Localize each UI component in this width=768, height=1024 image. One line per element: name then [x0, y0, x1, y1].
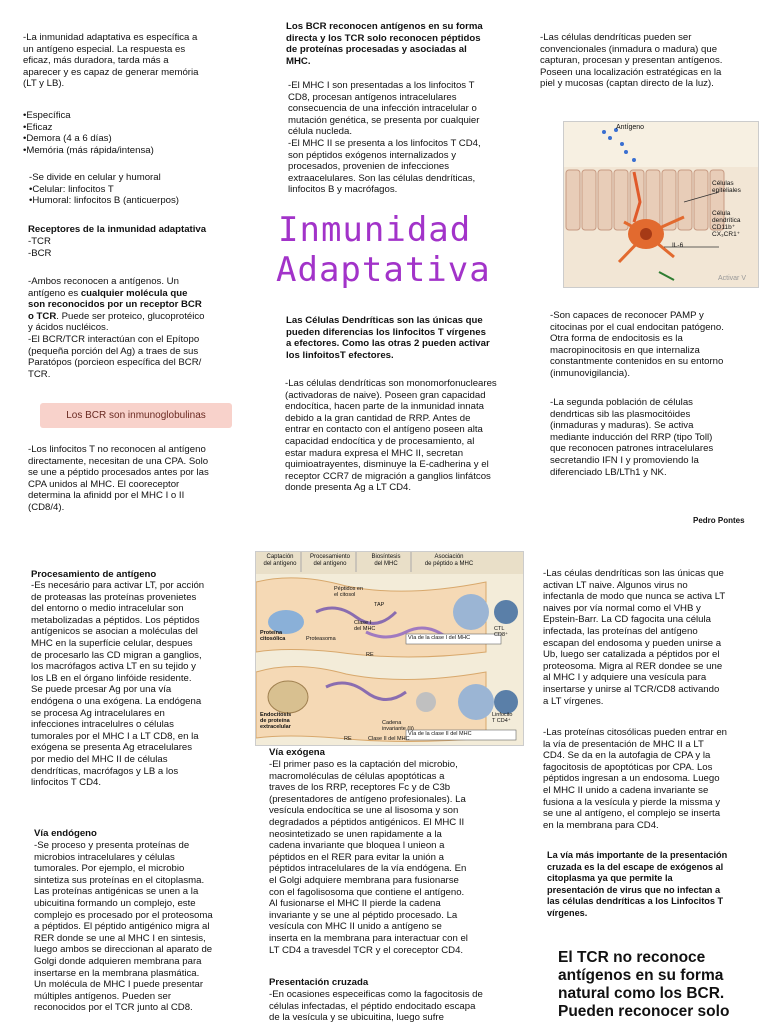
receptors-list: -TCR -BCR [28, 236, 52, 259]
fig-label-tap: TAP [374, 602, 385, 608]
division-list: -Se divide en celular y humoral •Celular: linfocitos T •Humoral: linfocitos B (anticuerpos) [29, 172, 179, 207]
bcr-tcr-intro: Los BCR reconocen antígenos en su forma directa y los TCR solo reconocen péptidos de proteínas procesadas y asociadas al MHC. [286, 21, 483, 67]
cross-presentation-importance: La vía más importante de la presentación cruzada es la del escape de exógenos al citoplasma ya que permite la presentación de virus que no infectan a las células dendríticas a los Linfocitos T vírgenes. [547, 850, 728, 918]
dc-types-text: -Las células dendríticas pueden ser convencionales (inmadura o madura) que capturan, procesan y presentan antígenos. Poseen una localización estratégicas en la piel y mucosas (captan directo de la luz). [540, 32, 723, 90]
exogenous-text: -El primer paso es la captación del microbio, macromoléculas de células apoptóticas a traves de los RRP, receptores Fc y de C3b (presentadores de antígeno profesionales). La vesícula endocítica se une al lisosoma y son degradados a péptidos antigénicos. El MHC II neosintetizado se unen rapidamente a la cadena invariante que bloquea l unieon a péptidos en el RER para evitar la unión a péptidos intracelulares de la vía endógena. En el Golgi adquiere membrana para fusionarse con el fagolisosoma que contiene el antígeno. Al fusionarse el MHC II pierde la cadena invariante y se une al péptido procesado. La vesícula con MHC II unido a antígeno se inserta en la membrana para interactuar con el LT CD4 a travesdel TCR y el coreceptor CD4. [269, 759, 468, 956]
fig-header-capture: Captación del antígeno [263, 554, 297, 567]
fig-label-mhc-class2: Clase II del MHC [368, 736, 410, 742]
processing-title: Procesamiento de antígeno [31, 569, 157, 580]
fig-label-class1-pathway: Vía de la clase I del MHC [408, 635, 471, 641]
page-title-line2: Adaptativa [276, 250, 491, 290]
naive-activation-text: -Las céulas dendríticas son las únicas que activan LT naive. Algunos virus no infectanla de modo que nunca se activa LT naives por vía normal como el VHB y Epstein-Barr. La CD fagocita una célula infectada, las proteínas del antígeno escapan del endosoma y pueden unirse a Ub, luego ser catalizada a péptidos por el proteosoma. Migra al RER dondee se une al MHC I y adquiere una vesícula para insertarse y unirse al TCR/CD8 activando a LT vírgenes. [543, 568, 726, 707]
dendritic-cell-figure [563, 121, 759, 288]
exogenous-title: Vía exógena [269, 747, 325, 758]
fig-label-re-bottom: RE [344, 736, 352, 742]
intro-text: -La inmunidad adaptativa es específica a un antígeno especial. La respuesta es eficaz, más duradora, tarda más a aparecer y es capaz de generar memória (LT y LB). [23, 32, 199, 90]
fig-label-ctl: CTL CD8⁺ [494, 626, 508, 638]
tcr-highlight: El TCR no reconoce antígenos en su forma natural como los BCR. Pueden reconocer solo [558, 949, 730, 1020]
plasmacytoid-text: -La segunda población de células dendrticas sib las plasmocitóides (inmaduras y maduras). Se activa mediante inducción del RRP (tipo Toll) que reconocen patrones intracelulares secretandio IFN I y promoviendo la diferenciado LB/LTh1 y NK. [550, 397, 714, 478]
fig-label-antigen: Antígeno [616, 124, 645, 131]
pamp-text: -Son capaces de reconocer PAMP y citocinas por el cual endocitan patógeno. Otra forma de endocitosis es la macropinocitosis en que internaliza constantmente contenidos en su entorno (inmunovigilancia). [550, 310, 724, 379]
endogenous-text: -Se proceso y presenta proteínas de microbios intracelulares y células tumorales. Por ejemplo, el microbio sintetiza sus proteínas en el citoplasma. Las proteínas antigénicas se unen a la ubicuitina formando un complejo, este complejo es procesado por el proteosoma a péptidos. El péptido antigénico migra al RER donde se une al MHC I en sintesis, luego ambos se direccionan al aparato de Golgi donde adquieren membrana para insertarse en la membrana plasmática. Un molécula de MHC I puede presentar múltiples antígenos. Pueden ser reconocidos por el TCR junto al CD8. [34, 840, 213, 1014]
mhc-text: -El MHC I son presentadas a los linfocitos T CD8, procesan antígenos intracelulares consecuencia de una infección intracelular o mutación genética, se presenta por cualquier célula nucleda. -El MHC II se presenta a los linfocitos T CD4, son péptidos exógenos internalizados y procesados, provenien de infecciones extraacelulares. Son las células dendríticas, linfocitos B y macrófagos. [288, 80, 481, 196]
fig-label-invariant-chain: Cadena invariante (Ii) [382, 720, 414, 732]
fig-label-class2-pathway: Vía de la clase II del MHC [408, 731, 472, 737]
fig-label-re-top: RE [366, 652, 374, 658]
processing-pathways-diagram [256, 552, 523, 745]
fig-label-mhc-class1: Clase I del MHC [354, 620, 376, 632]
fig-header-processing: Procesamiento del antígeno [309, 554, 351, 567]
processing-text: -Es necesário para activar LT, por acción de proteasas las proteínas provenietes del entorno o medio intracelular son metabolizadas a péptidos. Los péptidos antígenicos se asocian a moléculas del MHC en la superfície celular, despues de procesarlo las CD migran a ganglios, los macrófagos activa LT en su tejido y los LB en el órgano linfóide residente. Se puede prcesar Ag por una vía endógena o una exógena. La endógena se procesa Ag intracelulares en infecciones intracelulres o células tumorales por el MHC I a LT CD8, en la exógena se presenta Ag etracelulares por medio del MHC II de células dendríticas, macrófagos y LB a los linfocitos T CD4. [31, 580, 205, 789]
fig-label-dendritic: Célula dendrítica CD11b⁺ CX₃CR1⁺ [712, 210, 741, 238]
fig-label-endocytosis: Endocitosis de proteína extracelular [260, 712, 292, 730]
endogenous-title: Vía endógeno [34, 828, 97, 839]
receptors-title: Receptores de la inmunidad adaptativa [28, 224, 207, 235]
cross-presentation-text: -En ocasiones especeificas como la fagocitosis de células infectadas, el péptido endocitado escapa de la vesícula y se ubicuitina, luego sufre [269, 989, 483, 1024]
dc-intro: Las Células Dendríticas son las únicas que pueden diferencias los linfocitos T vírgenes a efectores. Como las otras 2 pueden activar los linfoitosT efectores. [286, 315, 490, 361]
fig-label-cd4: Linfocito T CD4⁺ [492, 712, 513, 724]
fig-label-proteasome: Proteasoma [306, 636, 336, 642]
page-title-line1: Inmunidad [278, 210, 472, 250]
dc-text: -Las células dendríticas son monomorfonucleares (activadoras de naive). Poseen gran capacidad endocítica, hacen parte de la inmunidad innata debido a la gran cantidad de RRP. Antes de entrar en contacto con el antígeno poseen alta capacidad endocítica y de procesamiento, al estar madura expresa el MHC II, secretan quimioatrayentes, disminuye la E-cadherina y el receptor CCR7 de migración a ganglios linfátcos donde presenta Ag a LT CD4. [285, 378, 497, 494]
antigen-processing-figure [255, 551, 524, 746]
fig-label-il6: IL-6 [672, 242, 684, 249]
author-signature: Pedro Pontes [693, 516, 745, 525]
traits-list: •Específica •Eficaz •Demora (4 a 6 días) •Memória (más rápida/intensa) [23, 110, 154, 156]
fig-header-biosynthesis: Biosíntesis del MHC [371, 554, 401, 567]
lt-text: -Los linfocitos T no reconocen al antígeno directamente, necesitan de una CPA. Solo se une a péptido procesados antes por las CPA unidos al MHC. El cooreceptor determina la afinidd por el MHC I o II (CD8/4). [28, 444, 209, 513]
fig-label-epithelial: Células epiteliales [712, 180, 741, 194]
fig-header-association: Asociación de péptido a MHC [424, 554, 474, 567]
fig-watermark: Activar V [718, 275, 747, 282]
cytosolic-proteins-text: -Las proteínas citosólicas pueden entrar en la vía de presentación de MHC II a LT CD4. Se da en la autofagia de CPA y la fagocitosis de apoptóticas por CPA. Los péptidos ingresan a un endosoma. Luego el MHC II unido a cadena invariante se fusiona a la vesícula y pierde la missma y se une al antígeno, el complejo se inserta en la membrana para CD4. [543, 727, 727, 831]
dendritic-cell-illustration [564, 122, 758, 287]
fig-label-cytosol-peptides: Péptidos en el citosol [334, 586, 364, 598]
bcr-badge: Los BCR son inmunoglobulinas [40, 403, 232, 428]
antigen-definition: -Ambos reconocen a antígenos. Un antígeno es cualquier molécula que son reconocidos por un receptor BCR o TCR. Puede ser proteico, glucoprotéico y ácidos nucléicos. -El BCR/TCR interactúan con el Epítopo (pequeña porción del Ag) a traes de sus Paratópos (porcieon específica del BCR/ TCR. [28, 276, 205, 380]
cross-presentation-title: Presentación cruzada [269, 977, 369, 988]
fig-label-cytosolic-protein: Proteína citosólica [260, 630, 286, 642]
